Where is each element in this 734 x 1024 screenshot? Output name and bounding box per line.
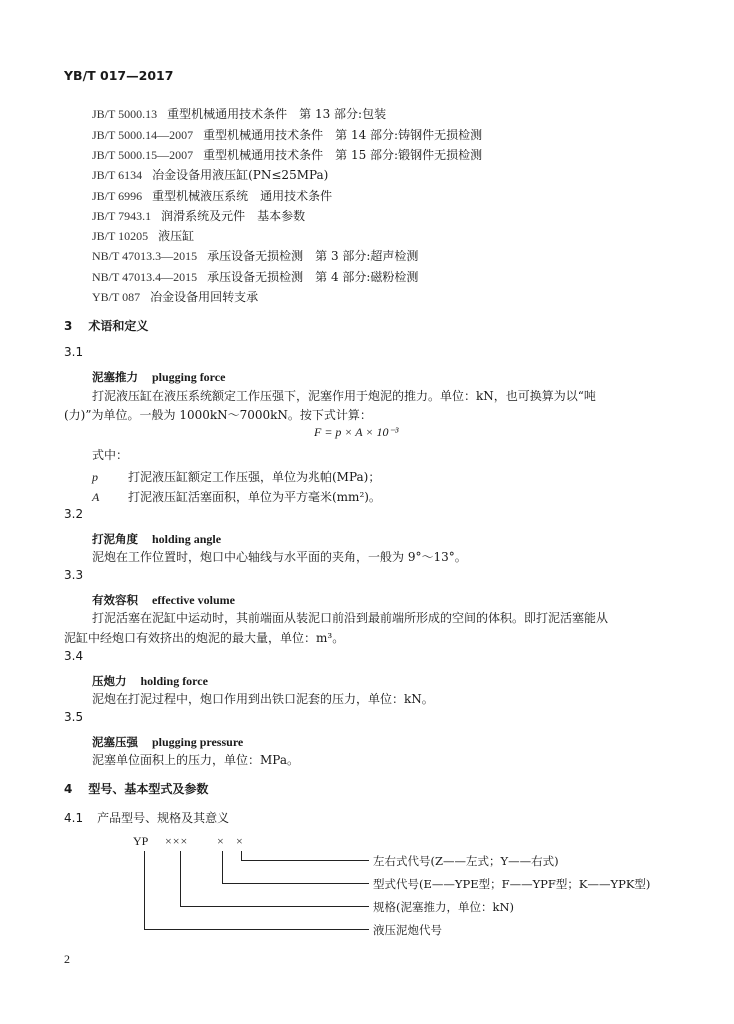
leader-line-side	[241, 860, 369, 861]
term-number: 3.4	[64, 649, 84, 663]
reference-item	[92, 205, 305, 224]
section-heading	[64, 780, 208, 797]
leader-line-type	[222, 851, 223, 884]
label-spec: 规格(泥塞推力，单位：kN)	[373, 900, 515, 914]
code-prefix: YP	[133, 834, 149, 848]
reference-code: JB/T 10205	[92, 229, 149, 243]
term-chinese: 有效容积	[92, 593, 138, 607]
term-number: 3.1	[64, 345, 84, 359]
reference-title: 重型机械液压系统 通用技术条件	[152, 189, 333, 203]
label-prefix: 液压泥炮代号	[373, 923, 442, 937]
variable-symbol: A	[92, 490, 100, 504]
section-number: 4	[64, 782, 73, 796]
term-english: plugging pressure	[152, 735, 244, 749]
term-english: effective volume	[152, 593, 235, 607]
section-heading	[64, 317, 148, 334]
label-type: 型式代号(E——YPE型；F——YPF型；K——YPK型)	[373, 877, 651, 891]
term-heading	[92, 731, 243, 750]
term-chinese: 泥塞推力	[92, 370, 138, 384]
term-number: 3.3	[64, 568, 84, 582]
reference-title: 承压设备无损检测 第 4 部分:磁粉检测	[207, 270, 419, 284]
reference-title: 液压缸	[158, 229, 195, 243]
subsection-title: 产品型号、规格及其意义	[97, 811, 230, 825]
reference-item	[92, 245, 418, 264]
definition-text: 泥炮在工作位置时，炮口中心轴线与水平面的夹角，一般为 9°～13°。	[92, 550, 467, 564]
reference-code: JB/T 6134	[92, 168, 143, 182]
section-title: 型号、基本型式及参数	[88, 782, 209, 796]
definition-text: 打泥液压缸在液压系统额定工作压强下，泥塞作用于炮泥的推力。单位：kN，也可换算为以“吨	[92, 389, 596, 403]
reference-code: JB/T 5000.13	[92, 107, 158, 121]
reference-code: JB/T 5000.14—2007	[92, 128, 194, 142]
code-spec: ×××	[165, 834, 189, 848]
reference-item	[92, 164, 328, 183]
reference-item	[92, 144, 482, 163]
term-number: 3.2	[64, 507, 84, 521]
variable-description: 打泥液压缸额定工作压强，单位为兆帕(MPa)；	[128, 470, 381, 484]
leader-line-prefix	[144, 851, 145, 930]
section-number: 3	[64, 319, 73, 333]
term-english: plugging force	[152, 370, 226, 384]
page-number: 2	[64, 952, 70, 966]
leader-line-spec	[180, 906, 369, 907]
reference-item	[92, 286, 258, 305]
reference-title: 重型机械通用技术条件 第 14 部分:铸钢件无损检测	[203, 128, 483, 142]
reference-code: NB/T 47013.4—2015	[92, 270, 198, 284]
variable-symbol: p	[92, 470, 98, 484]
term-chinese: 压炮力	[92, 674, 127, 688]
code-type: ×	[217, 834, 224, 848]
term-english: holding angle	[152, 532, 222, 546]
term-heading	[92, 670, 208, 689]
formula: F = p × A × 10⁻³	[314, 425, 399, 439]
term-heading	[92, 528, 221, 547]
reference-title: 冶金设备用液压缸(PN≤25MPa)	[152, 168, 329, 182]
term-chinese: 泥塞压强	[92, 735, 138, 749]
variable-definition	[92, 486, 381, 505]
variable-definition	[92, 466, 380, 485]
formula-where: 式中：	[92, 448, 129, 462]
reference-title: 重型机械通用技术条件 第 15 部分:锻钢件无损检测	[203, 148, 483, 162]
section-title: 术语和定义	[88, 319, 149, 333]
reference-title: 冶金设备用回转支承	[150, 290, 259, 304]
reference-code: JB/T 5000.15—2007	[92, 148, 194, 162]
document-id: YB/T 017—2017	[64, 68, 174, 83]
reference-item	[92, 266, 418, 285]
term-english: holding force	[140, 674, 208, 688]
definition-text: 打泥活塞在泥缸中运动时，其前端面从装泥口前沿到最前端所形成的空间的体积。即打泥活塞能从	[92, 611, 609, 625]
term-heading	[92, 589, 235, 608]
definition-text: 泥塞单位面积上的压力，单位：MPa。	[92, 753, 299, 767]
term-chinese: 打泥角度	[92, 532, 138, 546]
leader-line-prefix	[144, 929, 369, 930]
reference-code: YB/T 087	[92, 290, 141, 304]
reference-code: NB/T 47013.3—2015	[92, 249, 198, 263]
label-side: 左右式代号(Z——左式；Y——右式)	[373, 854, 559, 868]
reference-title: 重型机械通用技术条件 第 13 部分:包装	[167, 107, 387, 121]
subsection-number: 4.1	[64, 811, 84, 825]
reference-item	[92, 185, 332, 204]
definition-text: 泥炮在打泥过程中，炮口作用到出铁口泥套的压力，单位：kN。	[92, 692, 434, 706]
code-side: ×	[236, 834, 243, 848]
leader-line-spec	[180, 851, 181, 907]
leader-line-type	[222, 883, 369, 884]
definition-text: (力)”为单位。一般为 1000kN～7000kN。按下式计算：	[64, 408, 372, 422]
reference-item	[92, 124, 482, 143]
subsection-heading	[64, 809, 229, 826]
reference-code: JB/T 6996	[92, 189, 143, 203]
reference-title: 承压设备无损检测 第 3 部分:超声检测	[207, 249, 419, 263]
reference-item	[92, 225, 194, 244]
term-heading	[92, 366, 225, 385]
variable-description: 打泥液压缸活塞面积，单位为平方毫米(mm²)。	[128, 490, 381, 504]
reference-title: 润滑系统及元件 基本参数	[161, 209, 306, 223]
reference-item	[92, 103, 386, 122]
reference-code: JB/T 7943.1	[92, 209, 152, 223]
definition-text: 泥缸中经炮口有效挤出的炮泥的最大量，单位：m³。	[64, 631, 345, 645]
term-number: 3.5	[64, 710, 84, 724]
